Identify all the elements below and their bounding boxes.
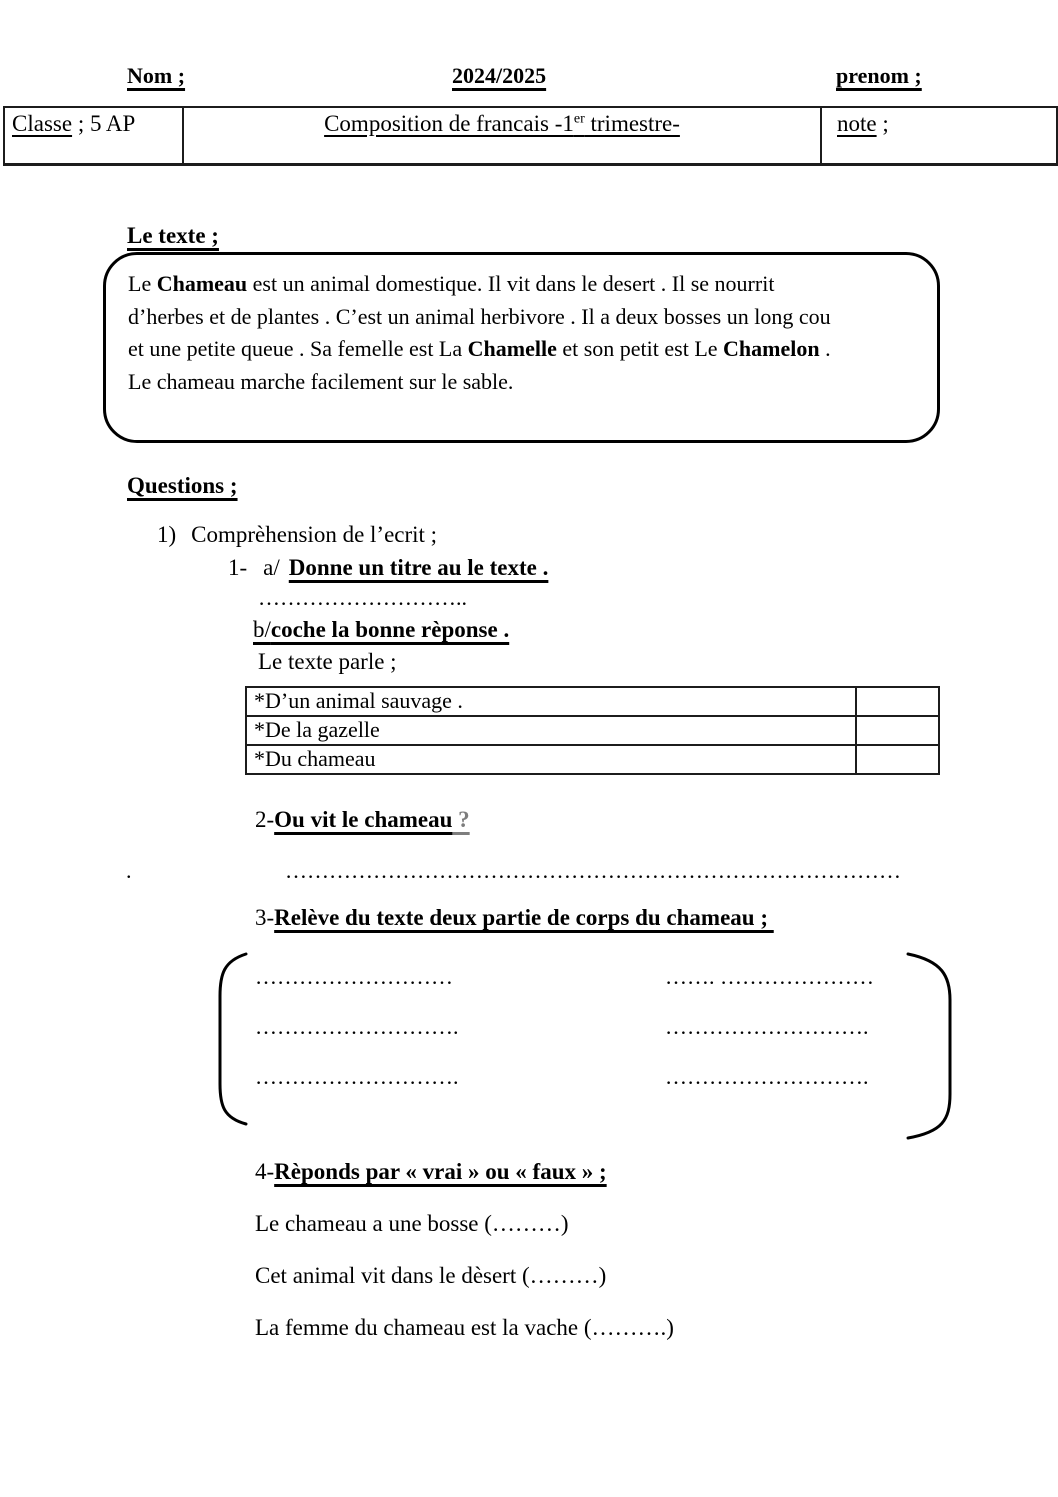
question-2-mark: ?: [452, 807, 470, 832]
question-1a: [228, 555, 548, 581]
question-4-title: Rèponds par « vrai » ou « faux » ;: [274, 1159, 607, 1184]
true-false-statement: Cet animal vit dans le dèsert (………): [255, 1263, 607, 1288]
keyword-chameau: Chameau: [156, 271, 248, 296]
exam-title-tail: trimestre-: [584, 111, 680, 136]
option-label: *De la gazelle: [254, 717, 380, 742]
option-label: *Du chameau: [254, 746, 376, 771]
answer-blank-q2[interactable]: …………………………………………………………………………: [285, 858, 901, 883]
nom-label: Nom ;: [127, 63, 186, 88]
left-bracket-shape: [212, 950, 252, 1128]
classe-label: Classe: [12, 111, 73, 136]
question-3-title: Relève du texte deux partie de corps du chameau ;: [274, 905, 774, 930]
reading-run: Le: [128, 271, 157, 296]
note-label: note: [837, 111, 877, 136]
question-1a-title: Donne un titre au le texte .: [288, 555, 549, 580]
prenom-label: prenom ;: [836, 63, 922, 88]
question-1-number: 1): [157, 522, 177, 547]
question-1: [157, 522, 437, 548]
question-1a-letter: a/: [263, 555, 280, 580]
reading-text-box: [103, 252, 940, 443]
question-3: [255, 905, 774, 931]
stray-period: .: [126, 858, 132, 883]
reading-run: .: [819, 336, 831, 361]
options-table: [245, 686, 940, 775]
answer-blank-body-part[interactable]: ……………………….: [255, 1064, 459, 1089]
question-1-text: Comprèhension de l’ecrit ;: [191, 522, 438, 547]
answer-blank-body-part[interactable]: ……. …………………: [665, 964, 874, 989]
exam-title-cell: [184, 108, 822, 163]
answer-blank-body-part[interactable]: ……………………….: [665, 1014, 869, 1039]
question-4-number: 4-: [255, 1159, 275, 1184]
classe-value: ; 5 AP: [72, 111, 136, 136]
reading-line-3: [128, 333, 931, 366]
note-value: ;: [876, 111, 889, 136]
keyword-chamelon: Chamelon: [723, 336, 820, 361]
reading-line-2: [128, 301, 931, 334]
option-row: [247, 715, 938, 744]
exam-title-main: Composition de francais -1: [324, 111, 574, 136]
texte-heading: Le texte ;: [127, 223, 219, 248]
questions-heading: Questions ;: [127, 473, 238, 498]
question-1b: [253, 617, 509, 643]
true-false-statement: La femme du chameau est la vache (……….): [255, 1315, 674, 1340]
answer-blank-body-part[interactable]: ……………………….: [665, 1064, 869, 1089]
reading-run: et une petite queue . Sa femelle est La: [128, 336, 468, 361]
reading-run: Le chameau marche facilement sur le sable.: [128, 368, 514, 394]
classe-cell: [5, 108, 184, 163]
reading-run: d’herbes et de plantes . C’est un animal herbivore . Il a deux bosses un long cou: [128, 303, 831, 329]
question-1a-number: 1-: [228, 555, 248, 580]
answer-checkbox[interactable]: [855, 688, 938, 715]
question-3-number: 3-: [255, 905, 275, 930]
exam-info-table: [3, 106, 1058, 166]
reading-run: et son petit est Le: [556, 336, 724, 361]
reading-line-1: [128, 268, 931, 301]
question-4: [255, 1159, 607, 1185]
reading-run: est un animal domestique. Il vit dans le desert . Il se nourrit: [247, 271, 775, 296]
option-label: *D’un animal sauvage .: [254, 688, 463, 713]
option-row: [247, 744, 938, 773]
answer-blank-body-part[interactable]: ………………………: [255, 964, 453, 989]
answer-blank-title[interactable]: ………………………..: [258, 585, 467, 610]
question-2-number: 2-: [255, 807, 275, 832]
reading-line-4: [128, 366, 931, 399]
answer-checkbox[interactable]: [855, 717, 938, 744]
note-cell: [822, 108, 1056, 163]
question-2-title: Ou vit le chameau: [274, 807, 453, 832]
exam-title-superscript: er: [573, 111, 585, 127]
answer-checkbox[interactable]: [855, 746, 938, 773]
question-1b-letter: b/: [253, 617, 271, 642]
question-1b-title: coche la bonne rèponse .: [270, 617, 510, 642]
true-false-statement: Le chameau a une bosse (………): [255, 1211, 569, 1236]
right-bracket-shape: [900, 950, 958, 1142]
school-year: 2024/2025: [452, 63, 547, 88]
keyword-chamelle: Chamelle: [467, 336, 557, 361]
answer-blank-body-part[interactable]: ……………………….: [255, 1014, 459, 1039]
question-1b-lead: Le texte parle ;: [258, 649, 397, 674]
question-2: [255, 807, 470, 833]
exam-title: [324, 111, 680, 136]
option-row: [247, 688, 938, 715]
